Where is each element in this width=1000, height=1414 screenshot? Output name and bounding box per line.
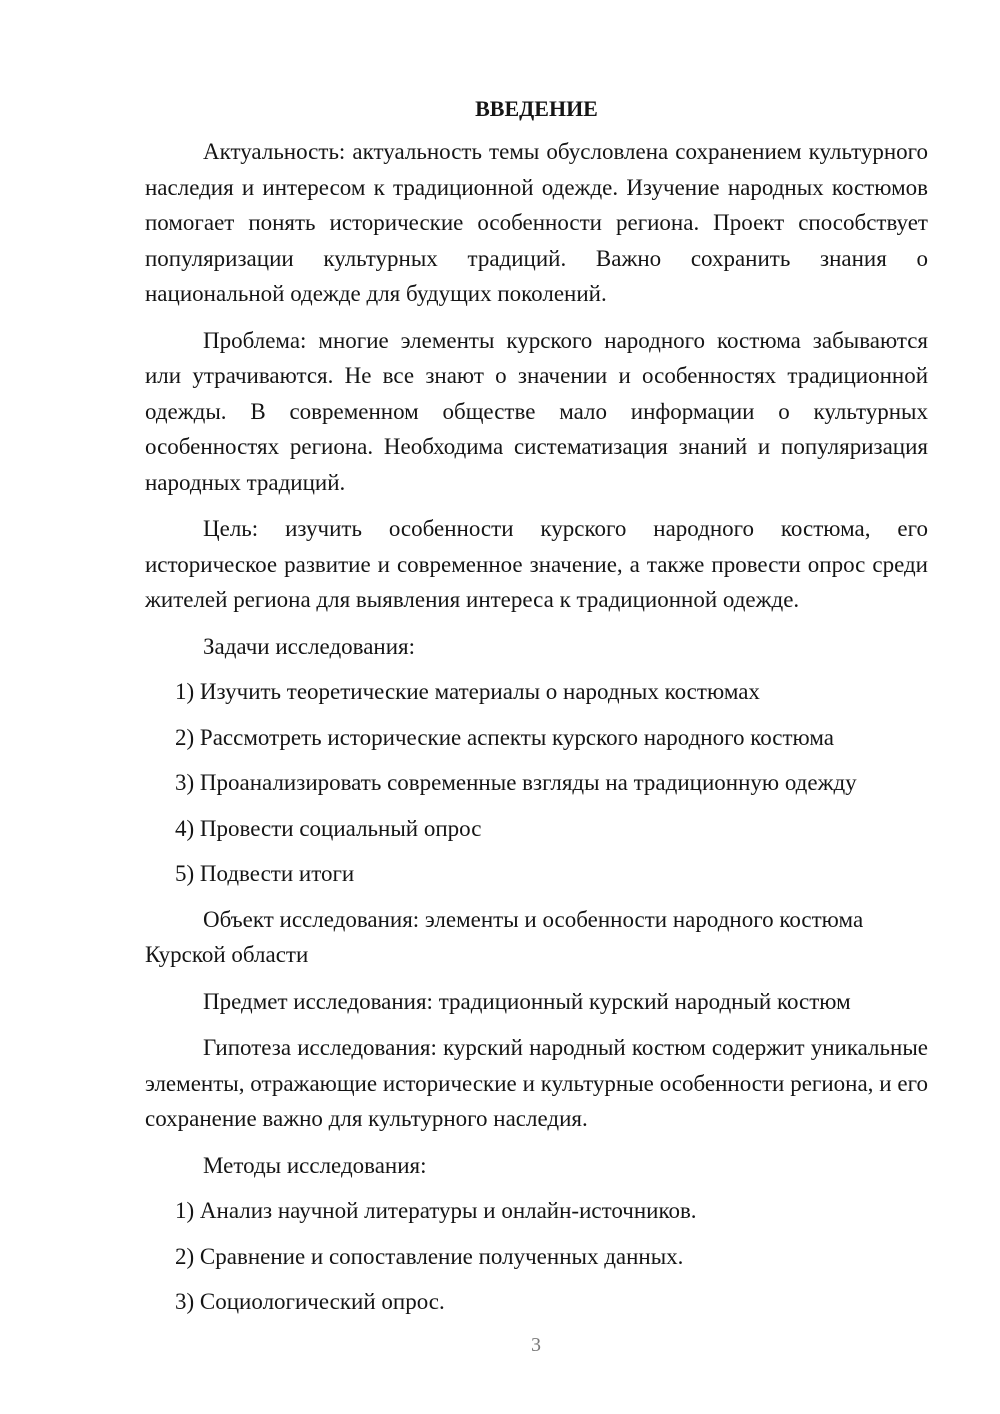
list-item-task-4: 4) Провести социальный опрос (175, 815, 482, 841)
tasks-list (145, 674, 928, 892)
list-item-task-5: 5) Подвести итоги (175, 861, 355, 886)
page-content (145, 92, 928, 1330)
tasks-heading: Задачи исследования: (203, 633, 416, 659)
paragraph-relevance: Актуальность: актуальность темы обусловлена сохранением культурного наследия и интересом к традиционной одежде. Изучение народных костюмов помогает понять исторические особенности региона. Проект способствует популяризации культурных традиций. Важно сохранить знания о национальной одежде для будущих поколений. (145, 139, 928, 306)
paragraph-problem: Проблема: многие элементы курского народного костюма забываются или утрачиваются. Не все знают о значении и особенностях традиционной одежды. В современном обществе мало информации о культурных особенностях региона. Необходима систематизация знаний и популяризация народных традиций. (145, 327, 928, 495)
paragraph-subject: Предмет исследования: традиционный курский народный костюм (203, 988, 851, 1014)
paragraph-object: Объект исследования: элементы и особенности народного костюма Курской области (145, 906, 864, 967)
list-item-method-2: 2) Сравнение и сопоставление полученных данных. (175, 1243, 684, 1269)
page-title: ВВЕДЕНИЕ (475, 96, 598, 121)
paragraph-goal: Цель: изучить особенности курского народного костюма, его историческое развитие и современное значение, а также провести опрос среди жителей региона для выявления интереса к традиционной одежде. (145, 516, 928, 612)
list-item-method-1: 1) Анализ научной литературы и онлайн-источников. (175, 1198, 697, 1223)
list-item-task-3: 3) Проанализировать современные взгляды на традиционную одежду (175, 770, 857, 795)
list-item-task-1: 1) Изучить теоретические материалы о народных костюмах (175, 679, 760, 704)
paragraph-hypothesis: Гипотеза исследования: курский народный костюм содержит уникальные элементы, отражающие исторические и культурные особенности региона, и его сохранение важно для культурного наследия. (145, 1035, 928, 1131)
list-item-method-3: 3) Социологический опрос. (175, 1289, 445, 1314)
list-item-task-2: 2) Рассмотреть исторические аспекты курского народного костюма (175, 724, 835, 750)
methods-heading: Методы исследования: (203, 1152, 427, 1178)
page-number: 3 (531, 1334, 541, 1356)
methods-list (145, 1193, 928, 1320)
